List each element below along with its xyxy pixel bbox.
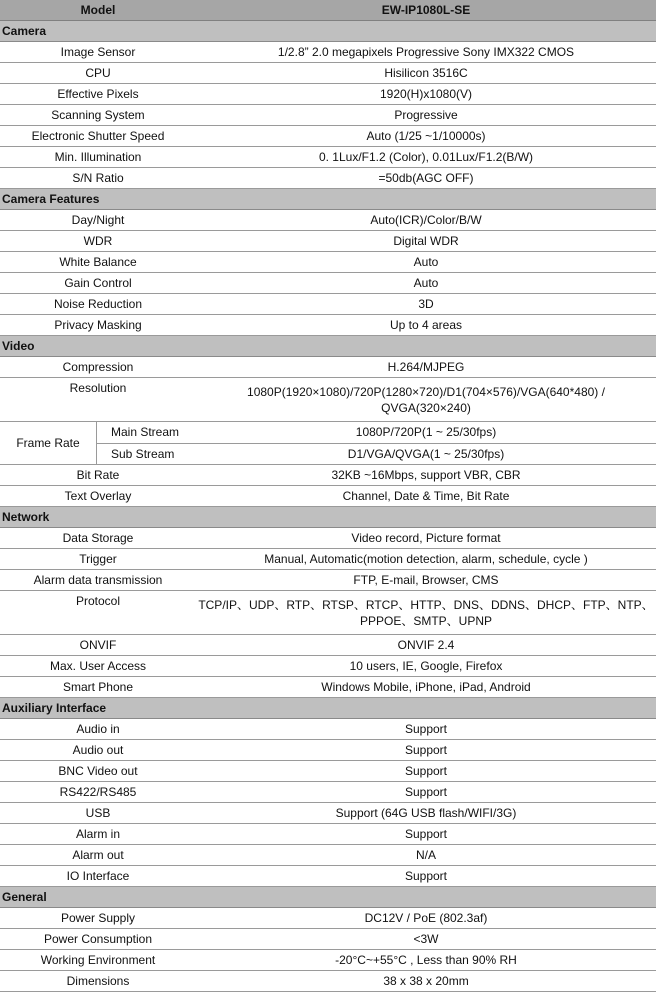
section-general xyxy=(0,887,656,908)
spec-value xyxy=(196,378,656,422)
spec-value: Auto (1/25 ~1/10000s) xyxy=(196,126,656,147)
main-stream-value: 1080P/720P(1 ~ 25/30fps) xyxy=(355,425,497,440)
spec-label: Compression xyxy=(0,357,196,378)
spec-value: DC12V / PoE (802.3af) xyxy=(196,908,656,929)
spec-label: Text Overlay xyxy=(0,486,196,507)
spec-value: H.264/MJPEG xyxy=(196,357,656,378)
section-title: Camera xyxy=(0,21,656,42)
spec-row xyxy=(0,105,656,126)
spec-label: Max. User Access xyxy=(0,656,196,677)
spec-label: IO Interface xyxy=(0,866,196,887)
section-title: Video xyxy=(0,336,656,357)
spec-value: 10 users, IE, Google, Firefox xyxy=(196,656,656,677)
spec-value: 0. 1Lux/F1.2 (Color), 0.01Lux/F1.2(B/W) xyxy=(196,147,656,168)
spec-value: Digital WDR xyxy=(196,231,656,252)
spec-value: Support xyxy=(196,824,656,845)
spec-value: Support xyxy=(196,719,656,740)
model-label: Model xyxy=(0,0,196,21)
sub-stream-value: D1/VGA/QVGA(1 ~ 25/30fps) xyxy=(196,443,656,465)
spec-value: -20°C~+55°C , Less than 90% RH xyxy=(196,950,656,971)
spec-label: Effective Pixels xyxy=(0,84,196,105)
frame-rate-values xyxy=(196,422,656,465)
model-row xyxy=(0,0,656,21)
spec-label: BNC Video out xyxy=(0,761,196,782)
section-video xyxy=(0,336,656,357)
spec-label: Noise Reduction xyxy=(0,294,196,315)
spec-label: Working Environment xyxy=(0,950,196,971)
spec-label: ONVIF xyxy=(0,635,196,656)
spec-row xyxy=(0,845,656,866)
spec-label: White Balance xyxy=(0,252,196,273)
spec-value: 32KB ~16Mbps, support VBR, CBR xyxy=(196,465,656,486)
spec-value: Support xyxy=(196,761,656,782)
section-camera xyxy=(0,21,656,42)
spec-row xyxy=(0,656,656,677)
spec-row xyxy=(0,252,656,273)
spec-value: Support xyxy=(196,782,656,803)
frame-rate-label: Frame Rate xyxy=(0,422,97,464)
spec-label xyxy=(0,378,196,422)
spec-label: Electronic Shutter Speed xyxy=(0,126,196,147)
spec-label: WDR xyxy=(0,231,196,252)
section-title: General xyxy=(0,887,656,908)
spec-value: Hisilicon 3516C xyxy=(196,63,656,84)
spec-row xyxy=(0,147,656,168)
section-camera-features xyxy=(0,189,656,210)
spec-row xyxy=(0,803,656,824)
spec-label: Audio in xyxy=(0,719,196,740)
spec-row xyxy=(0,231,656,252)
spec-label: Data Storage xyxy=(0,528,196,549)
spec-value: Auto xyxy=(196,273,656,294)
spec-label: Audio out xyxy=(0,740,196,761)
spec-value: N/A xyxy=(196,845,656,866)
spec-label: Power Supply xyxy=(0,908,196,929)
spec-value: Support (64G USB flash/WIFI/3G) xyxy=(196,803,656,824)
spec-value: <3W xyxy=(196,929,656,950)
spec-value: 38 x 38 x 20mm xyxy=(196,971,656,992)
protocol-line-1: TCP/IP、UDP、RTP、RTSP、RTCP、HTTP、DNS、DDNS、DHCP、FTP、NTP、 xyxy=(198,597,654,612)
spec-value: Auto xyxy=(196,252,656,273)
spec-row xyxy=(0,677,656,698)
spec-label: Privacy Masking xyxy=(0,315,196,336)
resolution-label: Resolution xyxy=(69,381,127,395)
spec-value: Auto(ICR)/Color/B/W xyxy=(196,210,656,231)
spec-row xyxy=(0,719,656,740)
spec-label: Bit Rate xyxy=(0,465,196,486)
spec-label: Day/Night xyxy=(0,210,196,231)
spec-value: Up to 4 areas xyxy=(196,315,656,336)
spec-row xyxy=(0,357,656,378)
section-auxiliary-interface xyxy=(0,698,656,719)
model-value: EW-IP1080L-SE xyxy=(196,0,656,21)
spec-value: Manual, Automatic(motion detection, alarm, schedule, cycle ) xyxy=(196,549,656,570)
section-title: Auxiliary Interface xyxy=(0,698,656,719)
spec-label: Image Sensor xyxy=(0,42,196,63)
spec-row xyxy=(0,570,656,591)
spec-value: Support xyxy=(196,740,656,761)
spec-row xyxy=(0,378,656,422)
spec-row xyxy=(0,168,656,189)
spec-label: CPU xyxy=(0,63,196,84)
frame-rate-row xyxy=(0,422,656,465)
spec-row xyxy=(0,635,656,656)
spec-value: ONVIF 2.4 xyxy=(196,635,656,656)
spec-label: Alarm data transmission xyxy=(0,570,196,591)
spec-value: 1920(H)x1080(V) xyxy=(196,84,656,105)
spec-row xyxy=(0,294,656,315)
spec-row xyxy=(0,465,656,486)
sub-stream-label: Sub Stream xyxy=(97,443,196,465)
protocol-label: Protocol xyxy=(75,594,121,608)
resolution-line-1: 1080P(1920×1080)/720P(1280×720)/D1(704×576)/VGA(640*480) / xyxy=(247,384,605,399)
spec-value: FTP, E-mail, Browser, CMS xyxy=(196,570,656,591)
spec-label: USB xyxy=(0,803,196,824)
resolution-line-2: QVGA(320×240) xyxy=(381,400,471,415)
spec-row xyxy=(0,315,656,336)
spec-label: Gain Control xyxy=(0,273,196,294)
spec-value: Windows Mobile, iPhone, iPad, Android xyxy=(196,677,656,698)
section-title: Camera Features xyxy=(0,189,656,210)
spec-value: Channel, Date & Time, Bit Rate xyxy=(196,486,656,507)
spec-row xyxy=(0,950,656,971)
spec-row xyxy=(0,126,656,147)
spec-label: Power Consumption xyxy=(0,929,196,950)
spec-value: Video record, Picture format xyxy=(196,528,656,549)
spec-label: S/N Ratio xyxy=(0,168,196,189)
spec-row xyxy=(0,549,656,570)
spec-row xyxy=(0,908,656,929)
spec-label: Scanning System xyxy=(0,105,196,126)
spec-row xyxy=(0,528,656,549)
spec-value: Support xyxy=(196,866,656,887)
spec-label: Dimensions xyxy=(0,971,196,992)
section-network xyxy=(0,507,656,528)
spec-row xyxy=(0,740,656,761)
spec-label xyxy=(0,591,196,635)
spec-value: 1/2.8” 2.0 megapixels Progressive Sony IMX322 CMOS xyxy=(196,42,656,63)
spec-label: Trigger xyxy=(0,549,196,570)
spec-label: Min. Illumination xyxy=(0,147,196,168)
spec-row xyxy=(0,929,656,950)
spec-row xyxy=(0,824,656,845)
spec-value: =50db(AGC OFF) xyxy=(196,168,656,189)
protocol-line-2: PPPOE、SMTP、UPNP xyxy=(359,613,493,628)
spec-label: Smart Phone xyxy=(0,677,196,698)
spec-value: 3D xyxy=(196,294,656,315)
spec-value: Progressive xyxy=(196,105,656,126)
spec-label: RS422/RS485 xyxy=(0,782,196,803)
section-title: Network xyxy=(0,507,656,528)
spec-row xyxy=(0,761,656,782)
spec-row xyxy=(0,210,656,231)
spec-row xyxy=(0,866,656,887)
spec-label: Alarm in xyxy=(0,824,196,845)
spec-row xyxy=(0,84,656,105)
spec-label: Alarm out xyxy=(0,845,196,866)
spec-row xyxy=(0,63,656,84)
frame-rate-labels xyxy=(0,422,196,465)
spec-value xyxy=(196,591,656,635)
spec-row xyxy=(0,971,656,992)
spec-row xyxy=(0,782,656,803)
spec-row xyxy=(0,591,656,635)
main-stream-label: Main Stream xyxy=(111,425,180,440)
spec-row xyxy=(0,486,656,507)
spec-row xyxy=(0,42,656,63)
spec-row xyxy=(0,273,656,294)
